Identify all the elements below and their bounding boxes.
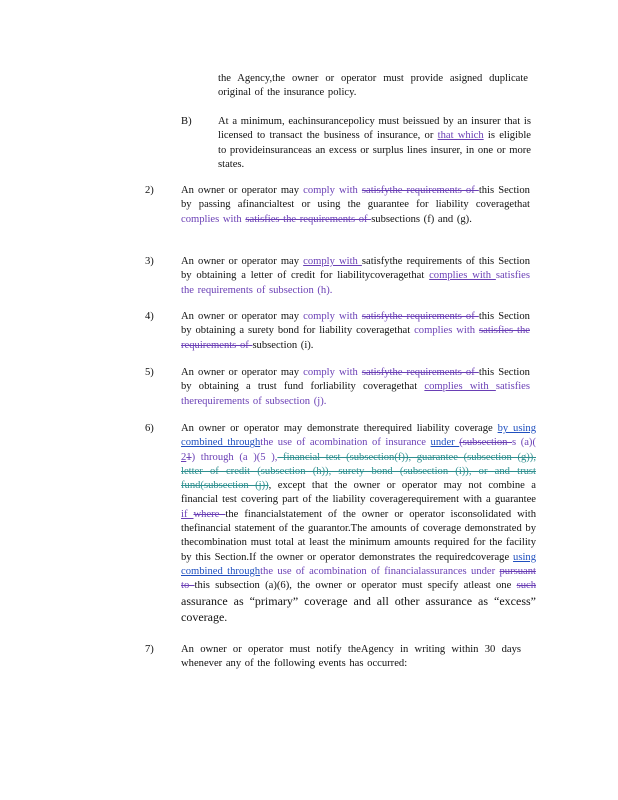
item-7-paragraph: An owner or operator must notify theAgency in writing within 30 days whenever any of the following events has occurred: — [181, 644, 521, 670]
item-label: 2) — [145, 185, 154, 196]
item-label: 4) — [145, 311, 154, 322]
item-label: 7) — [145, 644, 154, 655]
item-2-paragraph: An owner or operator may comply with satisfythe requirements of this Section by passing afinancialtest or using the guarantee for liability coveragethat complies with satisfies the requirements of subsections (f) and (g). — [181, 185, 530, 225]
item-3-paragraph: An owner or operator may comply with satisfythe requirements of this Section by obtaining a letter of credit for liabilitycoveragethat complies with satisfies the requirements of subsection (h). — [181, 256, 530, 296]
item-5-paragraph: An owner or operator may comply with satisfythe requirements of this Section by obtaining a trust fund forliability coveragethat complies with satisfies therequirements of subsection (j). — [181, 367, 530, 407]
item-label: B) — [181, 116, 192, 127]
item-6-paragraph: An owner or operator may demonstrate therequired liability coverage by using combined throughthe use of acombination of insurance under (subsection s (a)( 21) through (a )(5 ), financial test (subsection(f)), guarantee (subsection (g)), letter of credit (subsection (h)), surety bond (subsection (i)), or and trust fund(subsection (j)), except that the owner or operator may not combine a financial test covering part of the liability coveragerequirement with a guarantee if where the financialstatement of the owner or operator isconsolidated with thefinancial statement of the guarantor.The amounts of coverage demonstrated by thecombination must total at least the minimum amounts required for the facility by this Section.If the owner or operator demonstrates the requiredcoverage using combined throughthe use of acombination of financialassurances under pursuant to this subsection (a)(6), the owner or operator must specify atleast one such assurance as “primary” coverage and all other assurance as “excess” coverage. — [181, 423, 536, 624]
item-b-paragraph: At a minimum, eachinsurancepolicy must beissued by an insurer that is licensed to transact the business of insurance, or that which is eligible to provideinsuranceas an excess or surplus lines insurer, in one or more states. — [218, 116, 532, 170]
intro-paragraph: the Agency,the owner or operator must provide asigned duplicate original of the insurance policy. — [218, 73, 528, 99]
item-label: 5) — [145, 367, 154, 378]
item-4-paragraph: An owner or operator may comply with satisfythe requirements of this Section by obtaining a surety bond for liability coveragethat complies with satisfies the requirements of subsection (i). — [181, 311, 530, 351]
item-label: 6) — [145, 423, 154, 434]
item-label: 3) — [145, 256, 154, 267]
